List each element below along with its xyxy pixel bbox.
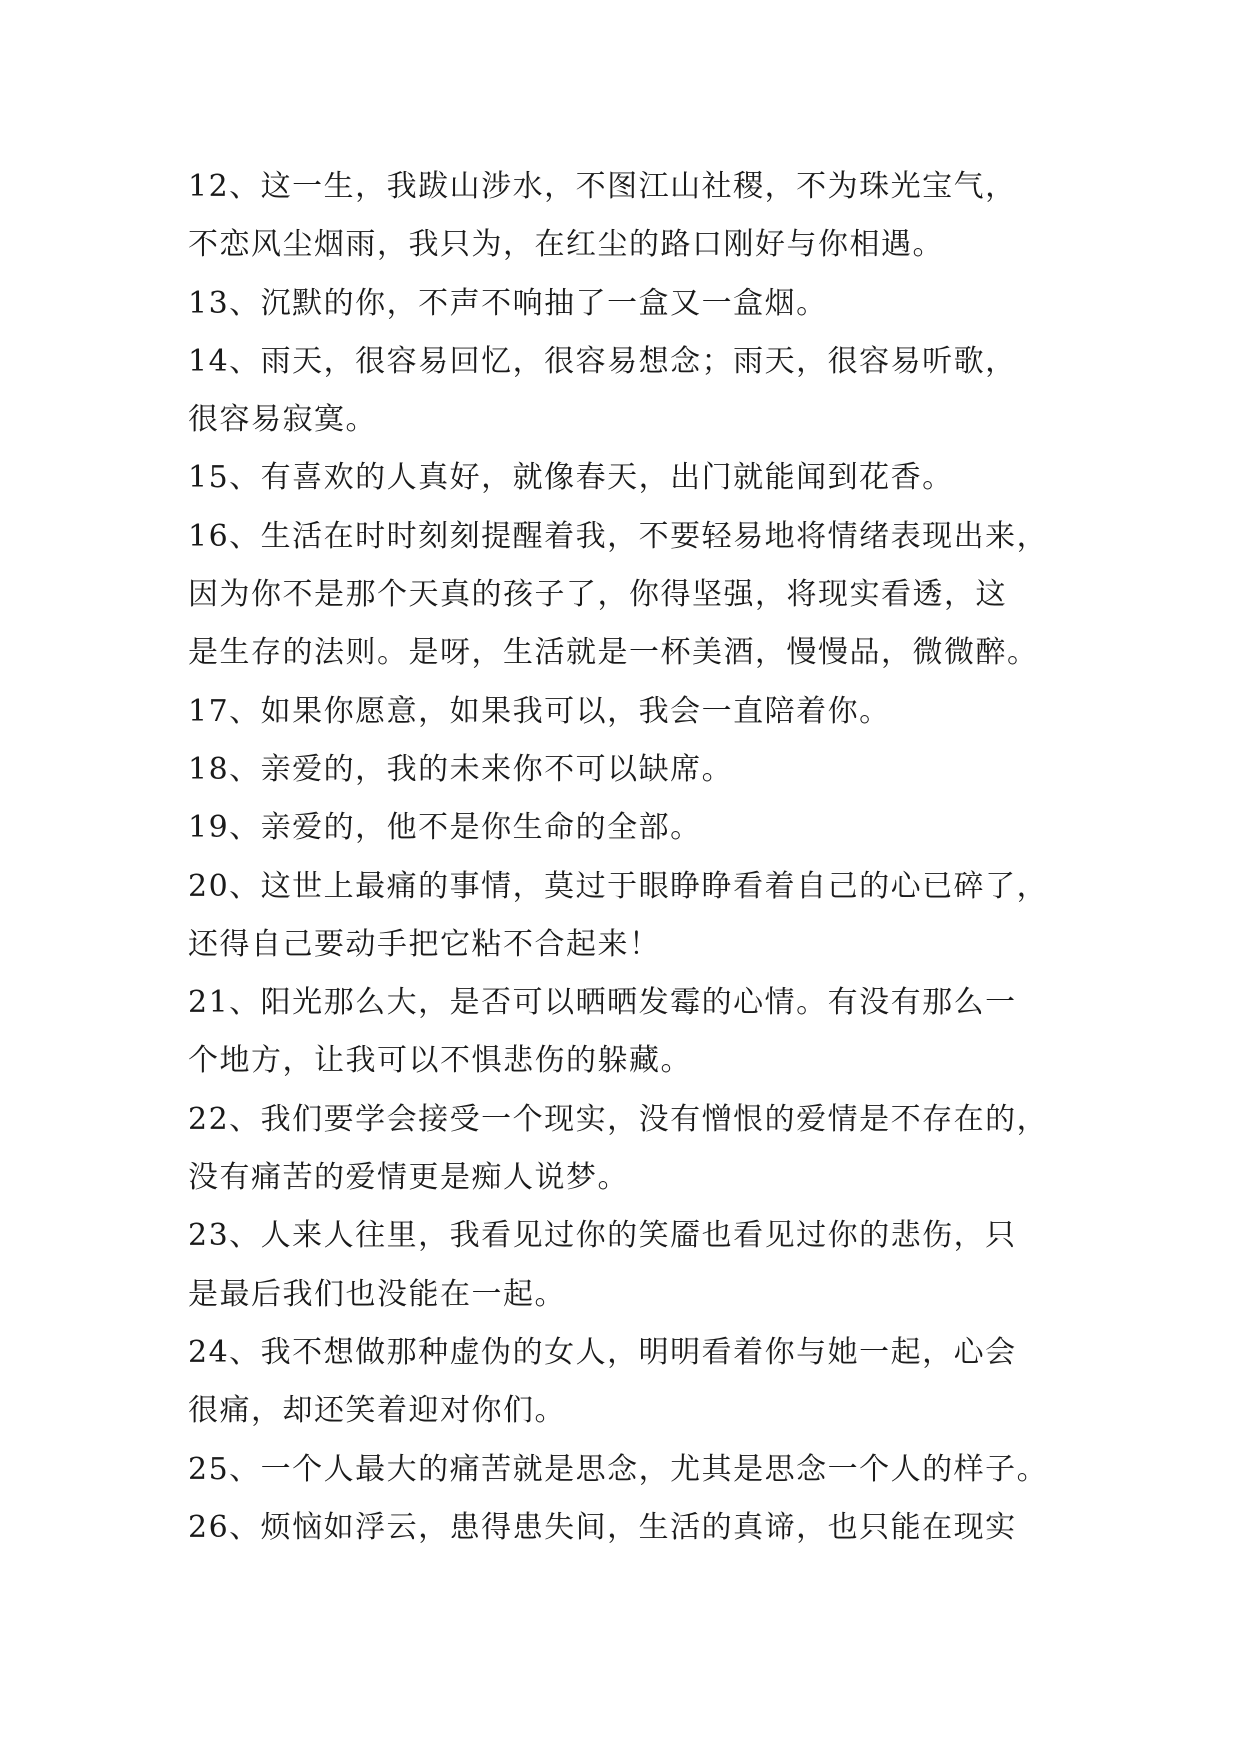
text-line: 22、我们要学会接受一个现实，没有憎恨的爱情是不存在的， [188, 1101, 1049, 1137]
text-line: 不恋风尘烟雨，我只为，在红尘的路口刚好与你相遇。 [188, 227, 944, 263]
text-line: 25、一个人最大的痛苦就是思念，尤其是思念一个人的样子。 [188, 1451, 1049, 1487]
text-line: 16、生活在时时刻刻提醒着我，不要轻易地将情绪表现出来， [188, 518, 1049, 554]
text-line: 个地方，让我可以不惧悲伤的躲藏。 [188, 1043, 692, 1079]
text-line: 很痛，却还笑着迎对你们。 [188, 1393, 566, 1429]
text-line: 17、如果你愿意，如果我可以，我会一直陪着你。 [188, 693, 891, 729]
text-line: 24、我不想做那种虚伪的女人，明明看着你与她一起，心会 [188, 1334, 1017, 1370]
text-line: 20、这世上最痛的事情，莫过于眼睁睁看着自己的心已碎了， [188, 868, 1049, 904]
text-line: 13、沉默的你，不声不响抽了一盒又一盒烟。 [188, 285, 828, 321]
text-line: 没有痛苦的爱情更是痴人说梦。 [188, 1160, 629, 1196]
text-line: 很容易寂寞。 [188, 402, 377, 438]
document-body [188, 158, 1068, 1557]
text-line: 26、烦恼如浮云，患得患失间，生活的真谛，也只能在现实 [188, 1509, 1017, 1545]
text-line: 14、雨天，很容易回忆，很容易想念；雨天，很容易听歌， [188, 343, 1017, 379]
text-line: 19、亲爱的，他不是你生命的全部。 [188, 810, 702, 846]
text-line: 21、阳光那么大，是否可以晒晒发霉的心情。有没有那么一 [188, 985, 1017, 1021]
text-line: 12、这一生，我跋山涉水，不图江山社稷，不为珠光宝气， [188, 169, 1017, 204]
text-line: 是生存的法则。是呀，生活就是一杯美酒，慢慢品，微微醉。 [188, 635, 1039, 671]
text-line: 18、亲爱的，我的未来你不可以缺席。 [188, 751, 734, 787]
text-line: 因为你不是那个天真的孩子了，你得坚强，将现实看透，这 [188, 577, 1007, 613]
text-line: 还得自己要动手把它粘不合起来！ [188, 926, 661, 962]
text-line: 23、人来人往里，我看见过你的笑靥也看见过你的悲伤，只 [188, 1218, 1017, 1254]
text-line: 是最后我们也没能在一起。 [188, 1276, 566, 1312]
text-line: 15、有喜欢的人真好，就像春天，出门就能闻到花香。 [188, 460, 954, 496]
